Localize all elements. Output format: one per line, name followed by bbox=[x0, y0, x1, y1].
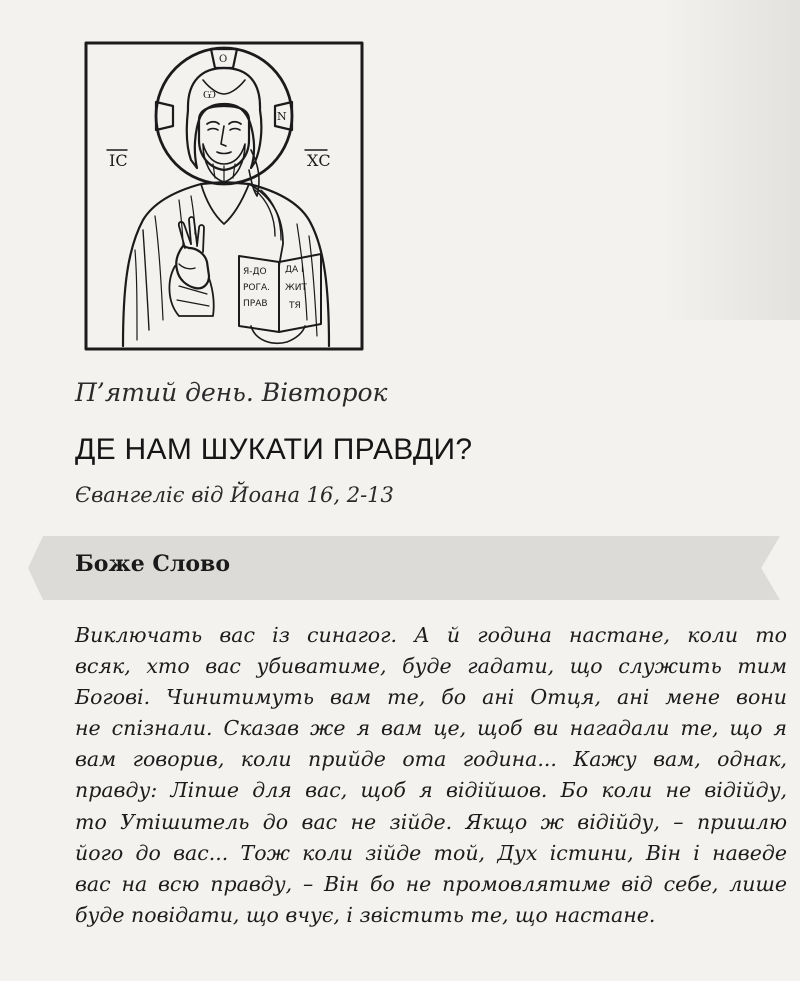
svg-text:Ν: Ν bbox=[277, 110, 287, 123]
passage-line: не спізнали. Сказав же я вам це, щоб ви нагадали те, що я bbox=[75, 716, 787, 741]
scripture-reference: Євангеліє від Йоана 16, 2-13 bbox=[75, 483, 394, 507]
passage-line: буде повідати, що вчує, і звістить те, що настане. bbox=[75, 902, 656, 927]
svg-text:ПРАВ: ПРАВ bbox=[243, 299, 268, 309]
svg-text:Ѡ: Ѡ bbox=[203, 88, 216, 101]
svg-text:ДА І: ДА І bbox=[285, 265, 304, 275]
section-title: Боже Слово bbox=[75, 551, 230, 577]
passage-line: його до вас... Тож коли зійде той, Дух істини, Він і наведе bbox=[75, 840, 787, 865]
day-heading: П’ятий день. Вівторок bbox=[75, 378, 388, 407]
right-monogram: ХС bbox=[307, 151, 331, 170]
passage-line: то Утішитель до вас не зійде. Якщо ж відійду, – пришлю bbox=[75, 809, 787, 834]
svg-text:О: О bbox=[219, 54, 228, 65]
passage-line: вам говорив, коли прийде ота година... Кажу вам, однак, bbox=[75, 747, 787, 772]
page-shadow bbox=[660, 0, 800, 320]
passage-line: Виключать вас із синагог. А й година настане, коли то bbox=[75, 623, 787, 647]
svg-text:ТЯ: ТЯ bbox=[289, 301, 301, 311]
christ-pantocrator-icon bbox=[83, 40, 365, 352]
left-monogram: ІС bbox=[109, 151, 128, 170]
passage-line: вас на всю правду, – Він бо не промовлятиме від себе, лише bbox=[75, 871, 787, 896]
page-title: ДЕ НАМ ШУКАТИ ПРАВДИ? bbox=[75, 433, 473, 466]
passage-line: Богові. Чинитимуть вам те, бо ані Отця, ані мене вони bbox=[75, 685, 787, 710]
svg-text:ЖИТ: ЖИТ bbox=[285, 283, 307, 293]
passage-line: правду: Ліпше для вас, щоб я відійшов. Бо коли не відійду, bbox=[75, 778, 787, 803]
gospel-passage bbox=[75, 620, 787, 931]
passage-line: всяк, хто вас убиватиме, буде гадати, що служить тим bbox=[75, 654, 787, 679]
svg-text:РОГА.: РОГА. bbox=[243, 283, 271, 293]
svg-text:Я-ДО: Я-ДО bbox=[243, 267, 267, 277]
